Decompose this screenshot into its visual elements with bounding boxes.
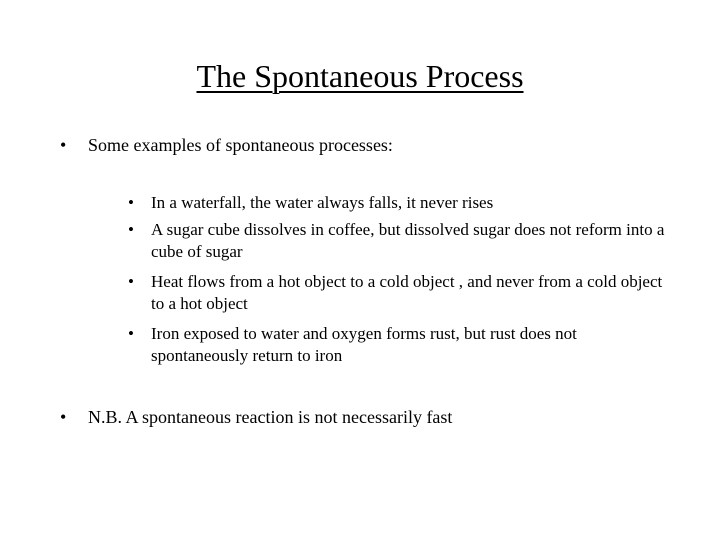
- bullet-icon: •: [60, 407, 67, 427]
- sub-bullet-icon: •: [128, 272, 134, 291]
- slide-title: The Spontaneous Process: [196, 58, 524, 94]
- sub-bullet-icon: •: [128, 324, 134, 343]
- sub-bullet-item: [128, 323, 668, 367]
- bullet-text: Some examples of spontaneous processes:: [88, 135, 393, 155]
- bullet-item: [60, 134, 680, 156]
- sub-bullet-item: [128, 219, 668, 263]
- sub-bullet-text: Iron exposed to water and oxygen forms rust, but rust does not spontaneously return to iron: [151, 324, 577, 365]
- sub-bullet-item: [128, 192, 668, 214]
- bullet-item: [60, 406, 680, 428]
- bullet-icon: •: [60, 135, 67, 155]
- bullet-text: N.B. A spontaneous reaction is not necessarily fast: [88, 407, 453, 427]
- sub-bullet-text: Heat flows from a hot object to a cold object , and never from a cold object to a hot object: [151, 272, 663, 313]
- sub-bullet-text: In a waterfall, the water always falls, it never rises: [151, 193, 494, 212]
- sub-bullet-text: A sugar cube dissolves in coffee, but dissolved sugar does not reform into a cube of sugar: [151, 220, 665, 261]
- sub-bullet-item: [128, 271, 668, 315]
- sub-bullet-icon: •: [128, 193, 134, 212]
- sub-bullet-icon: •: [128, 220, 134, 239]
